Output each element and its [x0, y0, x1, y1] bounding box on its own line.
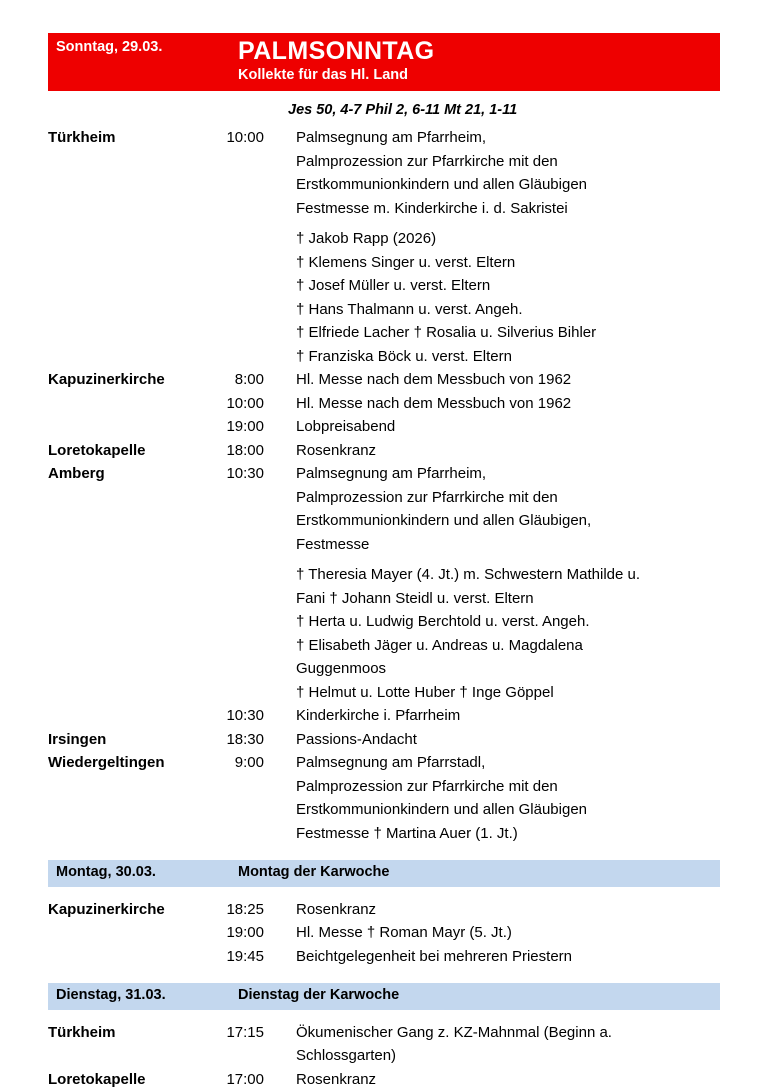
intention-line: † Elisabeth Jäger u. Andreas u. Magdalena [296, 636, 583, 654]
description-line: Erstkommunionkindern und allen Gläubigen, [296, 512, 592, 530]
day-title: Montag der Karwoche [238, 864, 390, 881]
entry-description [264, 126, 720, 368]
intention-line: † Josef Müller u. verst. Eltern [296, 277, 491, 295]
description-line: Hl. Messe nach dem Messbuch von 1962 [296, 394, 572, 412]
entry-description [264, 921, 720, 945]
day-subtitle: Kollekte für das Hl. Land [238, 67, 408, 83]
entry-time: 10:30 [226, 465, 264, 483]
description-line: Erstkommunionkindern und allen Gläubigen [296, 801, 588, 819]
description-line: Ökumenischer Gang z. KZ-Mahnmal (Beginn a. [296, 1023, 612, 1041]
entry-description [264, 898, 720, 922]
description-line: Schlossgarten) [296, 1047, 397, 1065]
reading-spacer [48, 100, 288, 121]
table-row [48, 462, 720, 704]
table-row [48, 704, 720, 728]
day-banner-body [238, 863, 720, 883]
description-line: Palmsegnung am Pfarrstadl, [296, 754, 486, 772]
entry-time: 9:00 [234, 754, 264, 772]
day-rows [48, 100, 720, 845]
entry-description [264, 415, 720, 439]
description-line: Festmesse † Martina Auer (1. Jt.) [296, 824, 518, 842]
intention-line: Fani † Johann Steidl u. verst. Eltern [296, 589, 534, 607]
description-line: Palmprozession zur Pfarrkirche mit den [296, 488, 558, 506]
description-line: Festmesse m. Kinderkirche i. d. Sakristei [296, 199, 568, 217]
entry-place: Wiedergeltingen [48, 754, 165, 772]
description-line: Erstkommunionkindern und allen Gläubigen [296, 176, 588, 194]
day-banner-3 [48, 983, 720, 1010]
intention-line: † Franziska Böck u. verst. Eltern [296, 347, 512, 365]
day-banner-1 [48, 33, 720, 91]
description-line: Passions-Andacht [296, 730, 417, 748]
entry-description [264, 945, 720, 969]
entry-time: 18:00 [226, 441, 264, 459]
entry-place: Loretokapelle [48, 1070, 146, 1088]
day-title: PALMSONNTAG [238, 37, 435, 65]
description-line: Palmsegnung am Pfarrheim, [296, 465, 487, 483]
banner-gap [48, 1010, 720, 1021]
reading-references: Jes 50, 4-7 Phil 2, 6-11 Mt 21, 1-11 [288, 102, 518, 119]
description-line: Kinderkirche i. Pfarrheim [296, 707, 461, 725]
description-line: Rosenkranz [296, 1070, 377, 1088]
table-row [48, 728, 720, 752]
intention-line: † Hans Thalmann u. verst. Angeh. [296, 300, 523, 318]
table-row [48, 751, 720, 845]
description-line: Festmesse [296, 535, 370, 553]
section-gap [0, 845, 768, 860]
description-line: Rosenkranz [296, 441, 377, 459]
description-line: Hl. Messe nach dem Messbuch von 1962 [296, 371, 572, 389]
table-row [48, 415, 720, 439]
day-banner-body [238, 986, 720, 1006]
intention-line: † Helmut u. Lotte Huber † Inge Göppel [296, 683, 554, 701]
reading-row [48, 100, 720, 121]
entry-place: Irsingen [48, 730, 107, 748]
day-banner-2 [48, 860, 720, 887]
entry-description [264, 751, 720, 845]
table-row [48, 1021, 720, 1068]
entry-description [264, 1068, 720, 1091]
entry-description [264, 462, 720, 704]
intentions-gap [296, 556, 720, 563]
entry-place: Loretokapelle [48, 441, 146, 459]
intention-line: † Theresia Mayer (4. Jt.) m. Schwestern Mathilde u. [296, 566, 641, 584]
entry-place: Kapuzinerkirche [48, 900, 165, 918]
day-date: Sonntag, 29.03. [56, 39, 163, 55]
day-title: Dienstag der Karwoche [238, 987, 400, 1004]
entry-time: 17:15 [226, 1023, 264, 1041]
day-banner-body [238, 38, 720, 84]
entry-place: Türkheim [48, 129, 116, 147]
description-line: Palmsegnung am Pfarrheim, [296, 129, 487, 147]
banner-gap [48, 887, 720, 898]
intentions-gap [296, 220, 720, 227]
entry-time: 19:00 [226, 924, 264, 942]
entry-time: 18:30 [226, 730, 264, 748]
table-row [48, 126, 720, 368]
entry-description [264, 368, 720, 392]
table-row [48, 921, 720, 945]
entry-description [264, 439, 720, 463]
top-gap [0, 0, 768, 33]
entry-time: 19:00 [226, 418, 264, 436]
intention-line: † Elfriede Lacher † Rosalia u. Silverius Bihler [296, 324, 597, 342]
entry-description [264, 704, 720, 728]
entry-time: 17:00 [226, 1070, 264, 1088]
description-line: Rosenkranz [296, 900, 377, 918]
entry-time: 18:25 [226, 900, 264, 918]
section-gap [0, 968, 768, 983]
entry-time: 10:00 [226, 394, 264, 412]
table-row [48, 1068, 720, 1091]
intention-line: † Herta u. Ludwig Berchtold u. verst. Angeh. [296, 613, 590, 631]
entry-time: 10:00 [226, 129, 264, 147]
entry-place: Kapuzinerkirche [48, 371, 165, 389]
description-line: Beichtgelegenheit bei mehreren Priestern [296, 947, 572, 965]
description-line: Hl. Messe † Roman Mayr (5. Jt.) [296, 924, 512, 942]
entry-description [264, 1021, 720, 1068]
entry-time: 10:30 [226, 707, 264, 725]
table-row [48, 439, 720, 463]
table-row [48, 898, 720, 922]
day-date: Dienstag, 31.03. [56, 987, 166, 1004]
description-line: Palmprozession zur Pfarrkirche mit den [296, 777, 558, 795]
entry-place: Türkheim [48, 1023, 116, 1041]
table-row [48, 368, 720, 392]
intention-line: † Jakob Rapp (2026) [296, 230, 437, 248]
entry-time: 8:00 [234, 371, 264, 389]
description-line: Lobpreisabend [296, 418, 396, 436]
entry-place: Amberg [48, 465, 105, 483]
intention-line: † Klemens Singer u. verst. Eltern [296, 253, 516, 271]
day-rows [48, 1010, 720, 1091]
entry-time: 19:45 [226, 947, 264, 965]
entry-description [264, 392, 720, 416]
description-line: Palmprozession zur Pfarrkirche mit den [296, 152, 558, 170]
entry-description [264, 728, 720, 752]
table-row [48, 392, 720, 416]
table-row [48, 945, 720, 969]
intention-line: Guggenmoos [296, 660, 387, 678]
day-rows [48, 887, 720, 969]
day-date: Montag, 30.03. [56, 864, 156, 881]
